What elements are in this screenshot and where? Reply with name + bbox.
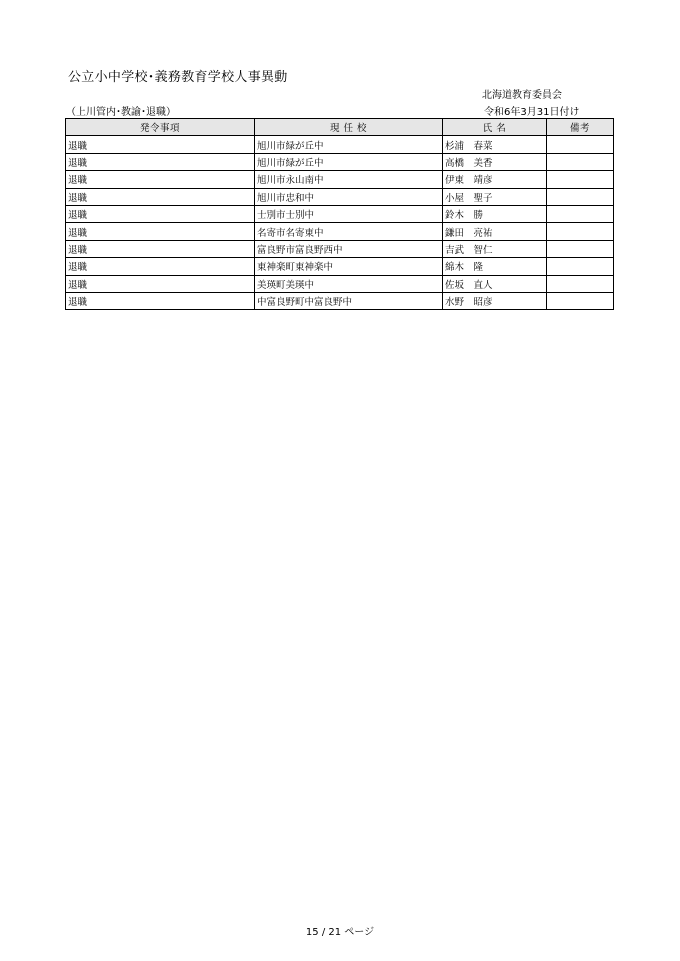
name-cell: 鎌田 亮祐 [443, 223, 547, 240]
name-cell: 杉浦 春菜 [443, 136, 547, 153]
current-school-cell: 旭川市忠和中 [255, 188, 443, 205]
table-row [66, 258, 614, 275]
table-row [66, 275, 614, 292]
remarks-cell [547, 240, 614, 257]
name-cell: 伊東 靖彦 [443, 171, 547, 188]
remarks-cell [547, 205, 614, 222]
table-row [66, 171, 614, 188]
table-row [66, 188, 614, 205]
current-school-cell: 旭川市緑が丘中 [255, 153, 443, 170]
remarks-cell [547, 136, 614, 153]
name-cell: 佐坂 直人 [443, 275, 547, 292]
table-row [66, 223, 614, 240]
table-header-row [66, 119, 614, 136]
column-header-remarks: 備考 [547, 119, 614, 136]
current-school-cell: 富良野市富良野西中 [255, 240, 443, 257]
current-school-cell: 旭川市緑が丘中 [255, 136, 443, 153]
name-cell: 鈴木 勝 [443, 205, 547, 222]
name-cell: 小屋 聖子 [443, 188, 547, 205]
remarks-cell [547, 153, 614, 170]
current-school-cell: 中富良野町中富良野中 [255, 292, 443, 309]
current-school-cell: 東神楽町東神楽中 [255, 258, 443, 275]
personnel-table [65, 118, 614, 310]
table-row [66, 153, 614, 170]
order-type-cell: 退職 [66, 188, 255, 205]
remarks-cell [547, 292, 614, 309]
name-cell: 綿木 隆 [443, 258, 547, 275]
order-type-cell: 退職 [66, 292, 255, 309]
order-type-cell: 退職 [66, 275, 255, 292]
order-type-cell: 退職 [66, 205, 255, 222]
current-school-cell: 士別市士別中 [255, 205, 443, 222]
issuing-organization: 北海道教育委員会 [482, 90, 562, 101]
current-school-cell: 美瑛町美瑛中 [255, 275, 443, 292]
column-header-order-type: 発令事項 [66, 119, 255, 136]
remarks-cell [547, 275, 614, 292]
current-school-cell: 名寄市名寄東中 [255, 223, 443, 240]
table-row [66, 205, 614, 222]
page-number: 15 / 21 ページ [305, 927, 375, 938]
table-row [66, 292, 614, 309]
order-type-cell: 退職 [66, 153, 255, 170]
table-body [66, 136, 614, 310]
order-type-cell: 退職 [66, 136, 255, 153]
column-header-name: 氏 名 [443, 119, 547, 136]
remarks-cell [547, 188, 614, 205]
remarks-cell [547, 223, 614, 240]
table-row [66, 136, 614, 153]
order-type-cell: 退職 [66, 258, 255, 275]
name-cell: 水野 昭彦 [443, 292, 547, 309]
document-title: 公立小中学校･義務教育学校人事異動 [68, 70, 288, 85]
remarks-cell [547, 258, 614, 275]
table-row [66, 240, 614, 257]
effective-date: 令和6年3月31日付け [484, 107, 580, 118]
document-subtitle: （上川管内･教諭･退職） [66, 107, 176, 118]
order-type-cell: 退職 [66, 223, 255, 240]
current-school-cell: 旭川市永山南中 [255, 171, 443, 188]
name-cell: 吉武 智仁 [443, 240, 547, 257]
name-cell: 高橋 美香 [443, 153, 547, 170]
order-type-cell: 退職 [66, 240, 255, 257]
column-header-current-school: 現 任 校 [255, 119, 443, 136]
remarks-cell [547, 171, 614, 188]
order-type-cell: 退職 [66, 171, 255, 188]
